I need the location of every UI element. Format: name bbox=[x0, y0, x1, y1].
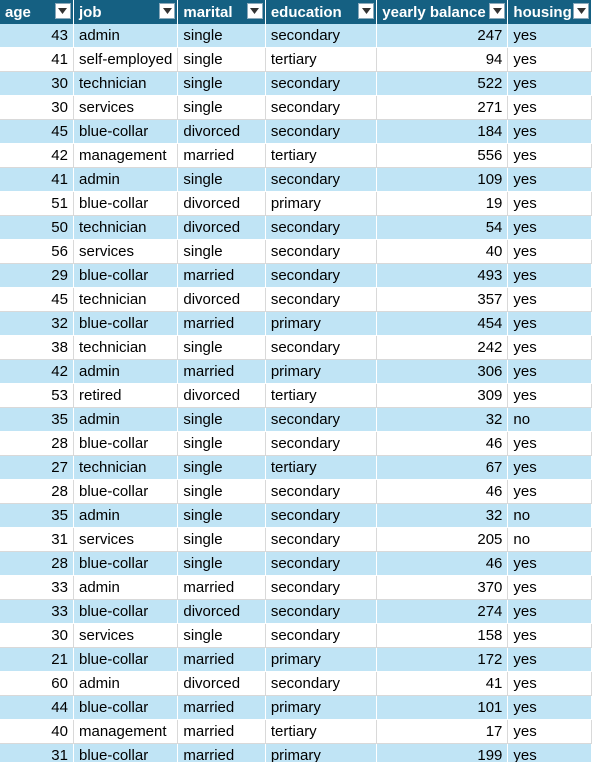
table-row bbox=[0, 504, 592, 528]
cell-education[interactable]: secondary bbox=[265, 336, 376, 360]
cell-marital[interactable]: married bbox=[178, 264, 265, 288]
cell-education[interactable]: secondary bbox=[265, 672, 376, 696]
cell-marital[interactable]: married bbox=[178, 744, 265, 762]
cell-education[interactable]: secondary bbox=[265, 432, 376, 456]
cell-housing[interactable]: yes bbox=[508, 96, 592, 120]
cell-education[interactable]: primary bbox=[265, 696, 376, 720]
cell-marital[interactable]: single bbox=[178, 480, 265, 504]
cell-job[interactable]: services bbox=[73, 528, 177, 552]
table-row bbox=[0, 240, 592, 264]
cell-job[interactable]: technician bbox=[73, 216, 177, 240]
table-row bbox=[0, 672, 592, 696]
cell-marital[interactable]: married bbox=[178, 312, 265, 336]
cell-education[interactable]: tertiary bbox=[265, 48, 376, 72]
cell-housing[interactable]: yes bbox=[508, 456, 592, 480]
table-row bbox=[0, 336, 592, 360]
cell-job[interactable]: blue-collar bbox=[73, 696, 177, 720]
cell-age[interactable]: 28 bbox=[0, 552, 73, 576]
cell-age[interactable]: 42 bbox=[0, 144, 73, 168]
table-row bbox=[0, 600, 592, 624]
cell-yearly-balance[interactable]: 17 bbox=[377, 720, 508, 744]
cell-housing[interactable]: yes bbox=[508, 336, 592, 360]
cell-education[interactable]: secondary bbox=[265, 528, 376, 552]
cell-marital[interactable]: single bbox=[178, 528, 265, 552]
cell-housing[interactable]: yes bbox=[508, 216, 592, 240]
cell-housing[interactable]: yes bbox=[508, 240, 592, 264]
cell-education[interactable]: secondary bbox=[265, 240, 376, 264]
cell-marital[interactable]: single bbox=[178, 336, 265, 360]
table-row bbox=[0, 192, 592, 216]
table-row bbox=[0, 264, 592, 288]
cell-marital[interactable]: single bbox=[178, 504, 265, 528]
cell-job[interactable]: blue-collar bbox=[73, 648, 177, 672]
cell-age[interactable]: 33 bbox=[0, 600, 73, 624]
cell-education[interactable]: secondary bbox=[265, 120, 376, 144]
cell-job[interactable]: blue-collar bbox=[73, 264, 177, 288]
cell-age[interactable]: 40 bbox=[0, 720, 73, 744]
cell-education[interactable]: secondary bbox=[265, 504, 376, 528]
table-row bbox=[0, 624, 592, 648]
cell-marital[interactable]: married bbox=[178, 648, 265, 672]
cell-yearly-balance[interactable]: 46 bbox=[377, 432, 508, 456]
table-row bbox=[0, 720, 592, 744]
cell-marital[interactable]: divorced bbox=[178, 672, 265, 696]
cell-yearly-balance[interactable]: 101 bbox=[377, 696, 508, 720]
cell-age[interactable]: 31 bbox=[0, 744, 73, 762]
cell-age[interactable]: 43 bbox=[0, 24, 73, 48]
cell-education[interactable]: secondary bbox=[265, 480, 376, 504]
cell-job[interactable]: admin bbox=[73, 360, 177, 384]
cell-education[interactable]: tertiary bbox=[265, 456, 376, 480]
cell-housing[interactable]: yes bbox=[508, 696, 592, 720]
table-row bbox=[0, 72, 592, 96]
cell-marital[interactable]: married bbox=[178, 696, 265, 720]
cell-age[interactable]: 21 bbox=[0, 648, 73, 672]
cell-housing[interactable]: no bbox=[508, 504, 592, 528]
cell-education[interactable]: primary bbox=[265, 744, 376, 762]
table-body bbox=[0, 24, 592, 762]
cell-age[interactable]: 42 bbox=[0, 360, 73, 384]
cell-job[interactable]: blue-collar bbox=[73, 480, 177, 504]
cell-education[interactable]: primary bbox=[265, 360, 376, 384]
cell-job[interactable]: technician bbox=[73, 72, 177, 96]
cell-age[interactable]: 45 bbox=[0, 288, 73, 312]
table-row bbox=[0, 408, 592, 432]
cell-age[interactable]: 28 bbox=[0, 432, 73, 456]
table-row bbox=[0, 480, 592, 504]
cell-age[interactable]: 45 bbox=[0, 120, 73, 144]
cell-marital[interactable]: single bbox=[178, 240, 265, 264]
cell-age[interactable]: 56 bbox=[0, 240, 73, 264]
cell-marital[interactable]: divorced bbox=[178, 384, 265, 408]
cell-age[interactable]: 38 bbox=[0, 336, 73, 360]
cell-education[interactable]: tertiary bbox=[265, 384, 376, 408]
cell-age[interactable]: 29 bbox=[0, 264, 73, 288]
table-row bbox=[0, 96, 592, 120]
cell-age[interactable]: 30 bbox=[0, 624, 73, 648]
cell-age[interactable]: 31 bbox=[0, 528, 73, 552]
cell-marital[interactable]: single bbox=[178, 432, 265, 456]
cell-housing[interactable]: yes bbox=[508, 312, 592, 336]
cell-housing[interactable]: yes bbox=[508, 72, 592, 96]
cell-yearly-balance[interactable]: 306 bbox=[377, 360, 508, 384]
filter-dropdown-icon[interactable] bbox=[55, 3, 71, 19]
cell-marital[interactable]: single bbox=[178, 168, 265, 192]
cell-job[interactable]: self-employed bbox=[73, 48, 177, 72]
cell-age[interactable]: 30 bbox=[0, 72, 73, 96]
cell-housing[interactable]: yes bbox=[508, 168, 592, 192]
cell-yearly-balance[interactable]: 247 bbox=[377, 24, 508, 48]
column-header-marital[interactable] bbox=[178, 0, 265, 24]
cell-job[interactable]: admin bbox=[73, 408, 177, 432]
cell-housing[interactable]: yes bbox=[508, 288, 592, 312]
cell-yearly-balance[interactable]: 67 bbox=[377, 456, 508, 480]
cell-marital[interactable]: divorced bbox=[178, 600, 265, 624]
table-row bbox=[0, 312, 592, 336]
cell-job[interactable]: blue-collar bbox=[73, 192, 177, 216]
cell-housing[interactable]: yes bbox=[508, 360, 592, 384]
cell-job[interactable]: admin bbox=[73, 504, 177, 528]
cell-education[interactable]: tertiary bbox=[265, 720, 376, 744]
cell-job[interactable]: services bbox=[73, 240, 177, 264]
cell-job[interactable]: services bbox=[73, 624, 177, 648]
cell-education[interactable]: secondary bbox=[265, 600, 376, 624]
cell-education[interactable]: secondary bbox=[265, 288, 376, 312]
cell-marital[interactable]: divorced bbox=[178, 120, 265, 144]
cell-yearly-balance[interactable]: 357 bbox=[377, 288, 508, 312]
cell-age[interactable]: 35 bbox=[0, 408, 73, 432]
table-row bbox=[0, 216, 592, 240]
column-header-label: housing bbox=[513, 3, 572, 21]
table-row bbox=[0, 456, 592, 480]
cell-yearly-balance[interactable]: 242 bbox=[377, 336, 508, 360]
column-header-label: marital bbox=[183, 3, 233, 21]
cell-yearly-balance[interactable]: 493 bbox=[377, 264, 508, 288]
cell-age[interactable]: 51 bbox=[0, 192, 73, 216]
cell-housing[interactable]: yes bbox=[508, 144, 592, 168]
cell-marital[interactable]: single bbox=[178, 624, 265, 648]
cell-housing[interactable]: yes bbox=[508, 720, 592, 744]
column-header-label: yearly balance bbox=[382, 3, 486, 21]
cell-job[interactable]: services bbox=[73, 96, 177, 120]
cell-job[interactable]: admin bbox=[73, 24, 177, 48]
cell-education[interactable]: secondary bbox=[265, 168, 376, 192]
cell-age[interactable]: 32 bbox=[0, 312, 73, 336]
cell-yearly-balance[interactable]: 309 bbox=[377, 384, 508, 408]
cell-job[interactable]: blue-collar bbox=[73, 744, 177, 762]
column-header-label: education bbox=[270, 3, 342, 21]
cell-housing[interactable]: yes bbox=[508, 432, 592, 456]
cell-yearly-balance[interactable]: 205 bbox=[377, 528, 508, 552]
cell-housing[interactable]: no bbox=[508, 528, 592, 552]
cell-marital[interactable]: married bbox=[178, 720, 265, 744]
cell-housing[interactable]: yes bbox=[508, 384, 592, 408]
cell-yearly-balance[interactable]: 46 bbox=[377, 552, 508, 576]
cell-age[interactable]: 27 bbox=[0, 456, 73, 480]
table-row bbox=[0, 288, 592, 312]
cell-yearly-balance[interactable]: 41 bbox=[377, 672, 508, 696]
cell-housing[interactable]: yes bbox=[508, 624, 592, 648]
cell-age[interactable]: 44 bbox=[0, 696, 73, 720]
cell-education[interactable]: secondary bbox=[265, 72, 376, 96]
cell-age[interactable]: 41 bbox=[0, 48, 73, 72]
table-row bbox=[0, 24, 592, 48]
table-row bbox=[0, 384, 592, 408]
cell-marital[interactable]: single bbox=[178, 408, 265, 432]
cell-education[interactable]: secondary bbox=[265, 24, 376, 48]
filter-dropdown-icon[interactable] bbox=[247, 3, 263, 19]
cell-job[interactable]: management bbox=[73, 720, 177, 744]
cell-housing[interactable]: yes bbox=[508, 672, 592, 696]
cell-housing[interactable]: yes bbox=[508, 648, 592, 672]
table-row bbox=[0, 120, 592, 144]
cell-yearly-balance[interactable]: 109 bbox=[377, 168, 508, 192]
cell-housing[interactable]: yes bbox=[508, 264, 592, 288]
cell-marital[interactable]: single bbox=[178, 552, 265, 576]
cell-age[interactable]: 53 bbox=[0, 384, 73, 408]
cell-yearly-balance[interactable]: 199 bbox=[377, 744, 508, 762]
cell-job[interactable]: blue-collar bbox=[73, 552, 177, 576]
cell-age[interactable]: 50 bbox=[0, 216, 73, 240]
table-row bbox=[0, 744, 592, 762]
cell-education[interactable]: primary bbox=[265, 648, 376, 672]
column-header-housing[interactable] bbox=[508, 0, 592, 24]
cell-yearly-balance[interactable]: 158 bbox=[377, 624, 508, 648]
cell-job[interactable]: admin bbox=[73, 672, 177, 696]
cell-housing[interactable]: yes bbox=[508, 600, 592, 624]
cell-yearly-balance[interactable]: 271 bbox=[377, 96, 508, 120]
cell-housing[interactable]: yes bbox=[508, 24, 592, 48]
cell-marital[interactable]: married bbox=[178, 144, 265, 168]
cell-job[interactable]: retired bbox=[73, 384, 177, 408]
cell-job[interactable]: blue-collar bbox=[73, 432, 177, 456]
table-row bbox=[0, 48, 592, 72]
cell-education[interactable]: tertiary bbox=[265, 144, 376, 168]
cell-job[interactable]: blue-collar bbox=[73, 600, 177, 624]
cell-yearly-balance[interactable]: 556 bbox=[377, 144, 508, 168]
column-header-label: job bbox=[78, 3, 102, 21]
column-header-yearly-balance[interactable] bbox=[377, 0, 508, 24]
cell-yearly-balance[interactable]: 94 bbox=[377, 48, 508, 72]
table-row bbox=[0, 168, 592, 192]
filter-dropdown-icon[interactable] bbox=[573, 3, 589, 19]
table-row bbox=[0, 360, 592, 384]
table-row bbox=[0, 576, 592, 600]
cell-marital[interactable]: single bbox=[178, 96, 265, 120]
cell-marital[interactable]: divorced bbox=[178, 288, 265, 312]
cell-education[interactable]: secondary bbox=[265, 624, 376, 648]
cell-age[interactable]: 41 bbox=[0, 168, 73, 192]
table-row bbox=[0, 552, 592, 576]
cell-yearly-balance[interactable]: 32 bbox=[377, 408, 508, 432]
cell-yearly-balance[interactable]: 54 bbox=[377, 216, 508, 240]
cell-age[interactable]: 60 bbox=[0, 672, 73, 696]
cell-age[interactable]: 35 bbox=[0, 504, 73, 528]
cell-housing[interactable]: no bbox=[508, 408, 592, 432]
cell-yearly-balance[interactable]: 184 bbox=[377, 120, 508, 144]
cell-marital[interactable]: single bbox=[178, 24, 265, 48]
cell-job[interactable]: admin bbox=[73, 168, 177, 192]
table-row bbox=[0, 432, 592, 456]
table-row bbox=[0, 144, 592, 168]
cell-job[interactable]: management bbox=[73, 144, 177, 168]
cell-job[interactable]: technician bbox=[73, 288, 177, 312]
cell-yearly-balance[interactable]: 40 bbox=[377, 240, 508, 264]
cell-age[interactable]: 28 bbox=[0, 480, 73, 504]
cell-marital[interactable]: divorced bbox=[178, 216, 265, 240]
cell-age[interactable]: 30 bbox=[0, 96, 73, 120]
cell-yearly-balance[interactable]: 32 bbox=[377, 504, 508, 528]
filter-dropdown-icon[interactable] bbox=[159, 3, 175, 19]
cell-yearly-balance[interactable]: 46 bbox=[377, 480, 508, 504]
cell-marital[interactable]: single bbox=[178, 456, 265, 480]
table-row bbox=[0, 528, 592, 552]
cell-housing[interactable]: yes bbox=[508, 192, 592, 216]
column-header-age[interactable] bbox=[0, 0, 73, 24]
cell-education[interactable]: secondary bbox=[265, 576, 376, 600]
cell-education[interactable]: primary bbox=[265, 192, 376, 216]
cell-yearly-balance[interactable]: 522 bbox=[377, 72, 508, 96]
cell-job[interactable]: technician bbox=[73, 336, 177, 360]
cell-housing[interactable]: yes bbox=[508, 120, 592, 144]
cell-housing[interactable]: yes bbox=[508, 480, 592, 504]
cell-marital[interactable]: single bbox=[178, 72, 265, 96]
cell-yearly-balance[interactable]: 274 bbox=[377, 600, 508, 624]
cell-housing[interactable]: yes bbox=[508, 48, 592, 72]
column-header-education[interactable] bbox=[265, 0, 376, 24]
cell-education[interactable]: secondary bbox=[265, 264, 376, 288]
filter-dropdown-icon[interactable] bbox=[358, 3, 374, 19]
header-row bbox=[0, 0, 592, 24]
cell-housing[interactable]: yes bbox=[508, 576, 592, 600]
cell-housing[interactable]: yes bbox=[508, 744, 592, 762]
cell-marital[interactable]: married bbox=[178, 360, 265, 384]
cell-education[interactable]: primary bbox=[265, 312, 376, 336]
cell-job[interactable]: admin bbox=[73, 576, 177, 600]
cell-education[interactable]: secondary bbox=[265, 408, 376, 432]
cell-education[interactable]: secondary bbox=[265, 96, 376, 120]
filter-dropdown-icon[interactable] bbox=[489, 3, 505, 19]
cell-yearly-balance[interactable]: 454 bbox=[377, 312, 508, 336]
column-header-label: age bbox=[5, 3, 31, 21]
cell-marital[interactable]: single bbox=[178, 48, 265, 72]
cell-education[interactable]: secondary bbox=[265, 216, 376, 240]
cell-yearly-balance[interactable]: 370 bbox=[377, 576, 508, 600]
cell-job[interactable]: blue-collar bbox=[73, 312, 177, 336]
cell-housing[interactable]: yes bbox=[508, 552, 592, 576]
table-row bbox=[0, 696, 592, 720]
cell-age[interactable]: 33 bbox=[0, 576, 73, 600]
cell-marital[interactable]: married bbox=[178, 576, 265, 600]
cell-job[interactable]: blue-collar bbox=[73, 120, 177, 144]
cell-marital[interactable]: divorced bbox=[178, 192, 265, 216]
cell-yearly-balance[interactable]: 172 bbox=[377, 648, 508, 672]
column-header-job[interactable] bbox=[73, 0, 177, 24]
cell-yearly-balance[interactable]: 19 bbox=[377, 192, 508, 216]
table-row bbox=[0, 648, 592, 672]
cell-job[interactable]: technician bbox=[73, 456, 177, 480]
cell-education[interactable]: secondary bbox=[265, 552, 376, 576]
